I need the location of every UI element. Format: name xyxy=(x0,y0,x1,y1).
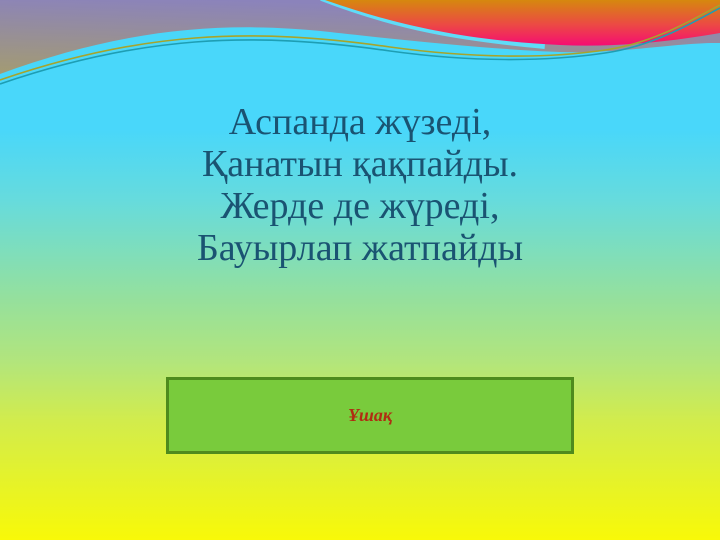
riddle-line: Қанатын қақпайды. xyxy=(201,143,519,185)
header-cyan-stripe xyxy=(322,0,545,44)
riddle-text xyxy=(0,101,720,269)
header-orange-blob xyxy=(325,0,720,46)
answer-button-label: Ұшақ xyxy=(347,405,393,425)
accent-line-olive xyxy=(0,5,720,80)
riddle-line: Аспанда жүзеді, xyxy=(228,101,492,143)
answer-button[interactable] xyxy=(166,377,574,454)
riddle-line: Бауырлап жатпайды xyxy=(196,227,524,269)
accent-line-teal xyxy=(0,8,720,84)
riddle-line: Жерде де жүреді, xyxy=(220,185,500,227)
header-purple-band xyxy=(0,0,720,74)
